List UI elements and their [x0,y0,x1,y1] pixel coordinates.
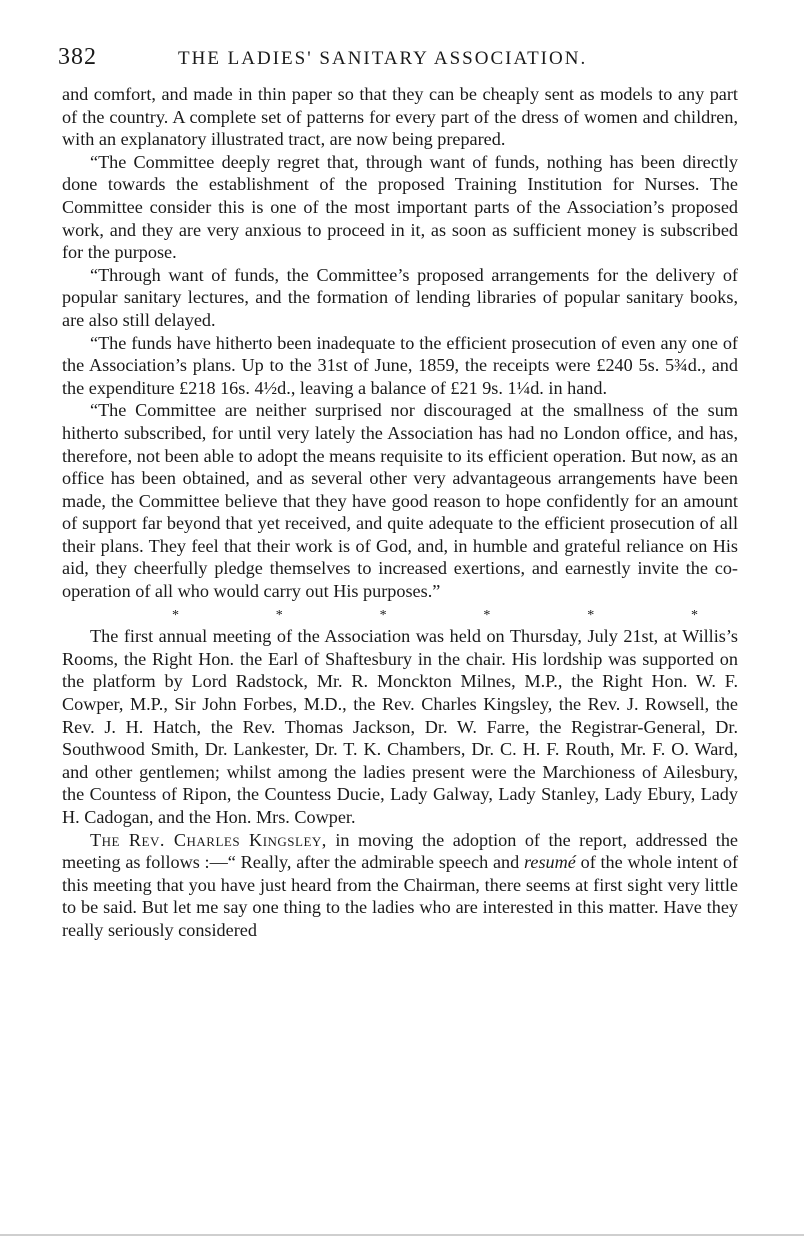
asterisk: * [587,607,595,623]
paragraph-committee-hopes: “The Committee are neither surprised nor discouraged at the smallness of the sum hitherto subscribed, for until very lately the Association has had no London office, and has, therefore, not been able to adopt the means requisite to its efficient operation. But now, as an office has been obtained, and as several other very advantageous arrangements have been made, the Committee believe that they have good reason to hope confidently for an amount of support far beyond that yet received, and quite adequate to the efficient prosecution of all their plans. They feel that their work is of God, and, in humble and grateful reliance on His aid, they cheerfully pledge themselves to increased exertions, and earnestly invite the co-operation of all who would carry out His purposes.” [62,400,738,602]
paragraph-kingsley-speech [62,829,738,942]
speaker-name: The Rev. Charles Kingsley, [90,829,327,850]
paragraph-funds: “The funds have hitherto been inadequate to the efficient prosecution of even any one of the Association’s plans. Up to the 31st of June, 1859, the receipts were £240 5s. 5¾d., and the expenditure £218 16s. 4½d., leaving a balance of £21 9s. 1¼d. in hand. [62,332,738,398]
running-title: THE LADIES' SANITARY ASSOCIATION. [178,48,588,69]
paragraph-annual-meeting: The first annual meeting of the Association was held on Thursday, July 21st, at Willis’s Rooms, the Right Hon. the Earl of Shaftesbury in the chair. His lordship was supported on the platform by Lord Radstock, Mr. R. Monckton Milnes, M.P., the Right Hon. W. F. Cowper, M.P., Sir John Forbes, M.D., the Rev. Charles Kingsley, the Rev. J. Rowsell, the Rev. J. H. Hatch, the Rev. Thomas Jackson, Dr. W. Farre, the Registrar-General, Dr. Southwood Smith, Dr. Lankester, Dr. T. K. Chambers, Dr. C. H. F. Routh, Mr. F. O. Ward, and other gentlemen; whilst among the ladies present were the Marchioness of Ailesbury, the Countess of Ripon, the Countess Ducie, Lady Galway, Lady Stanley, Lady Ebury, Lady H. Cadogan, and the Hon. Mrs. Cowper. [62,626,738,827]
paragraph-nurses-institution: “The Committee deeply regret that, through want of funds, nothing has been directly done towards the establishment of the proposed Training Institution for Nurses. The Committee consider this is one of the most important parts of the Association’s proposed work, and they are very anxious to proceed in it, as soon as sufficient money is subscribed for the purpose. [62,151,738,263]
paragraph-lectures-libraries: “Through want of funds, the Committee’s proposed arrangements for the delivery of popular sanitary lectures, and the formation of lending libraries of popular sanitary books, are also still delayed. [62,264,738,330]
bottom-edge-rule [0,1234,804,1236]
section-separator [62,603,738,626]
page-header [58,36,748,76]
asterisk: * [379,607,387,623]
speech-text-after: of the whole intent of this meeting that you have just heard from the Chairman, there seems at first sight very little to be said. But let me say one thing to the ladies who are interested in this matter. Have they really seriously considered [62,852,738,940]
page-number: 382 [58,44,97,70]
paragraph-continuation: and comfort, and made in thin paper so that they can be cheaply sent as models to any part of the country. A complete set of patterns for every part of the dress of women and children, with an explanatory illustrated tract, are now being prepared. [62,84,738,150]
italic-word: resumé [523,852,576,873]
speech-text-before: in moving the adoption of the report, addressed the meeting as follows :—“ Really, after the admirable speech and [62,829,738,873]
asterisk: * [690,607,698,623]
body-text [62,83,738,942]
asterisk: * [172,607,179,623]
asterisk: * [275,607,283,623]
asterisk: * [483,607,491,623]
